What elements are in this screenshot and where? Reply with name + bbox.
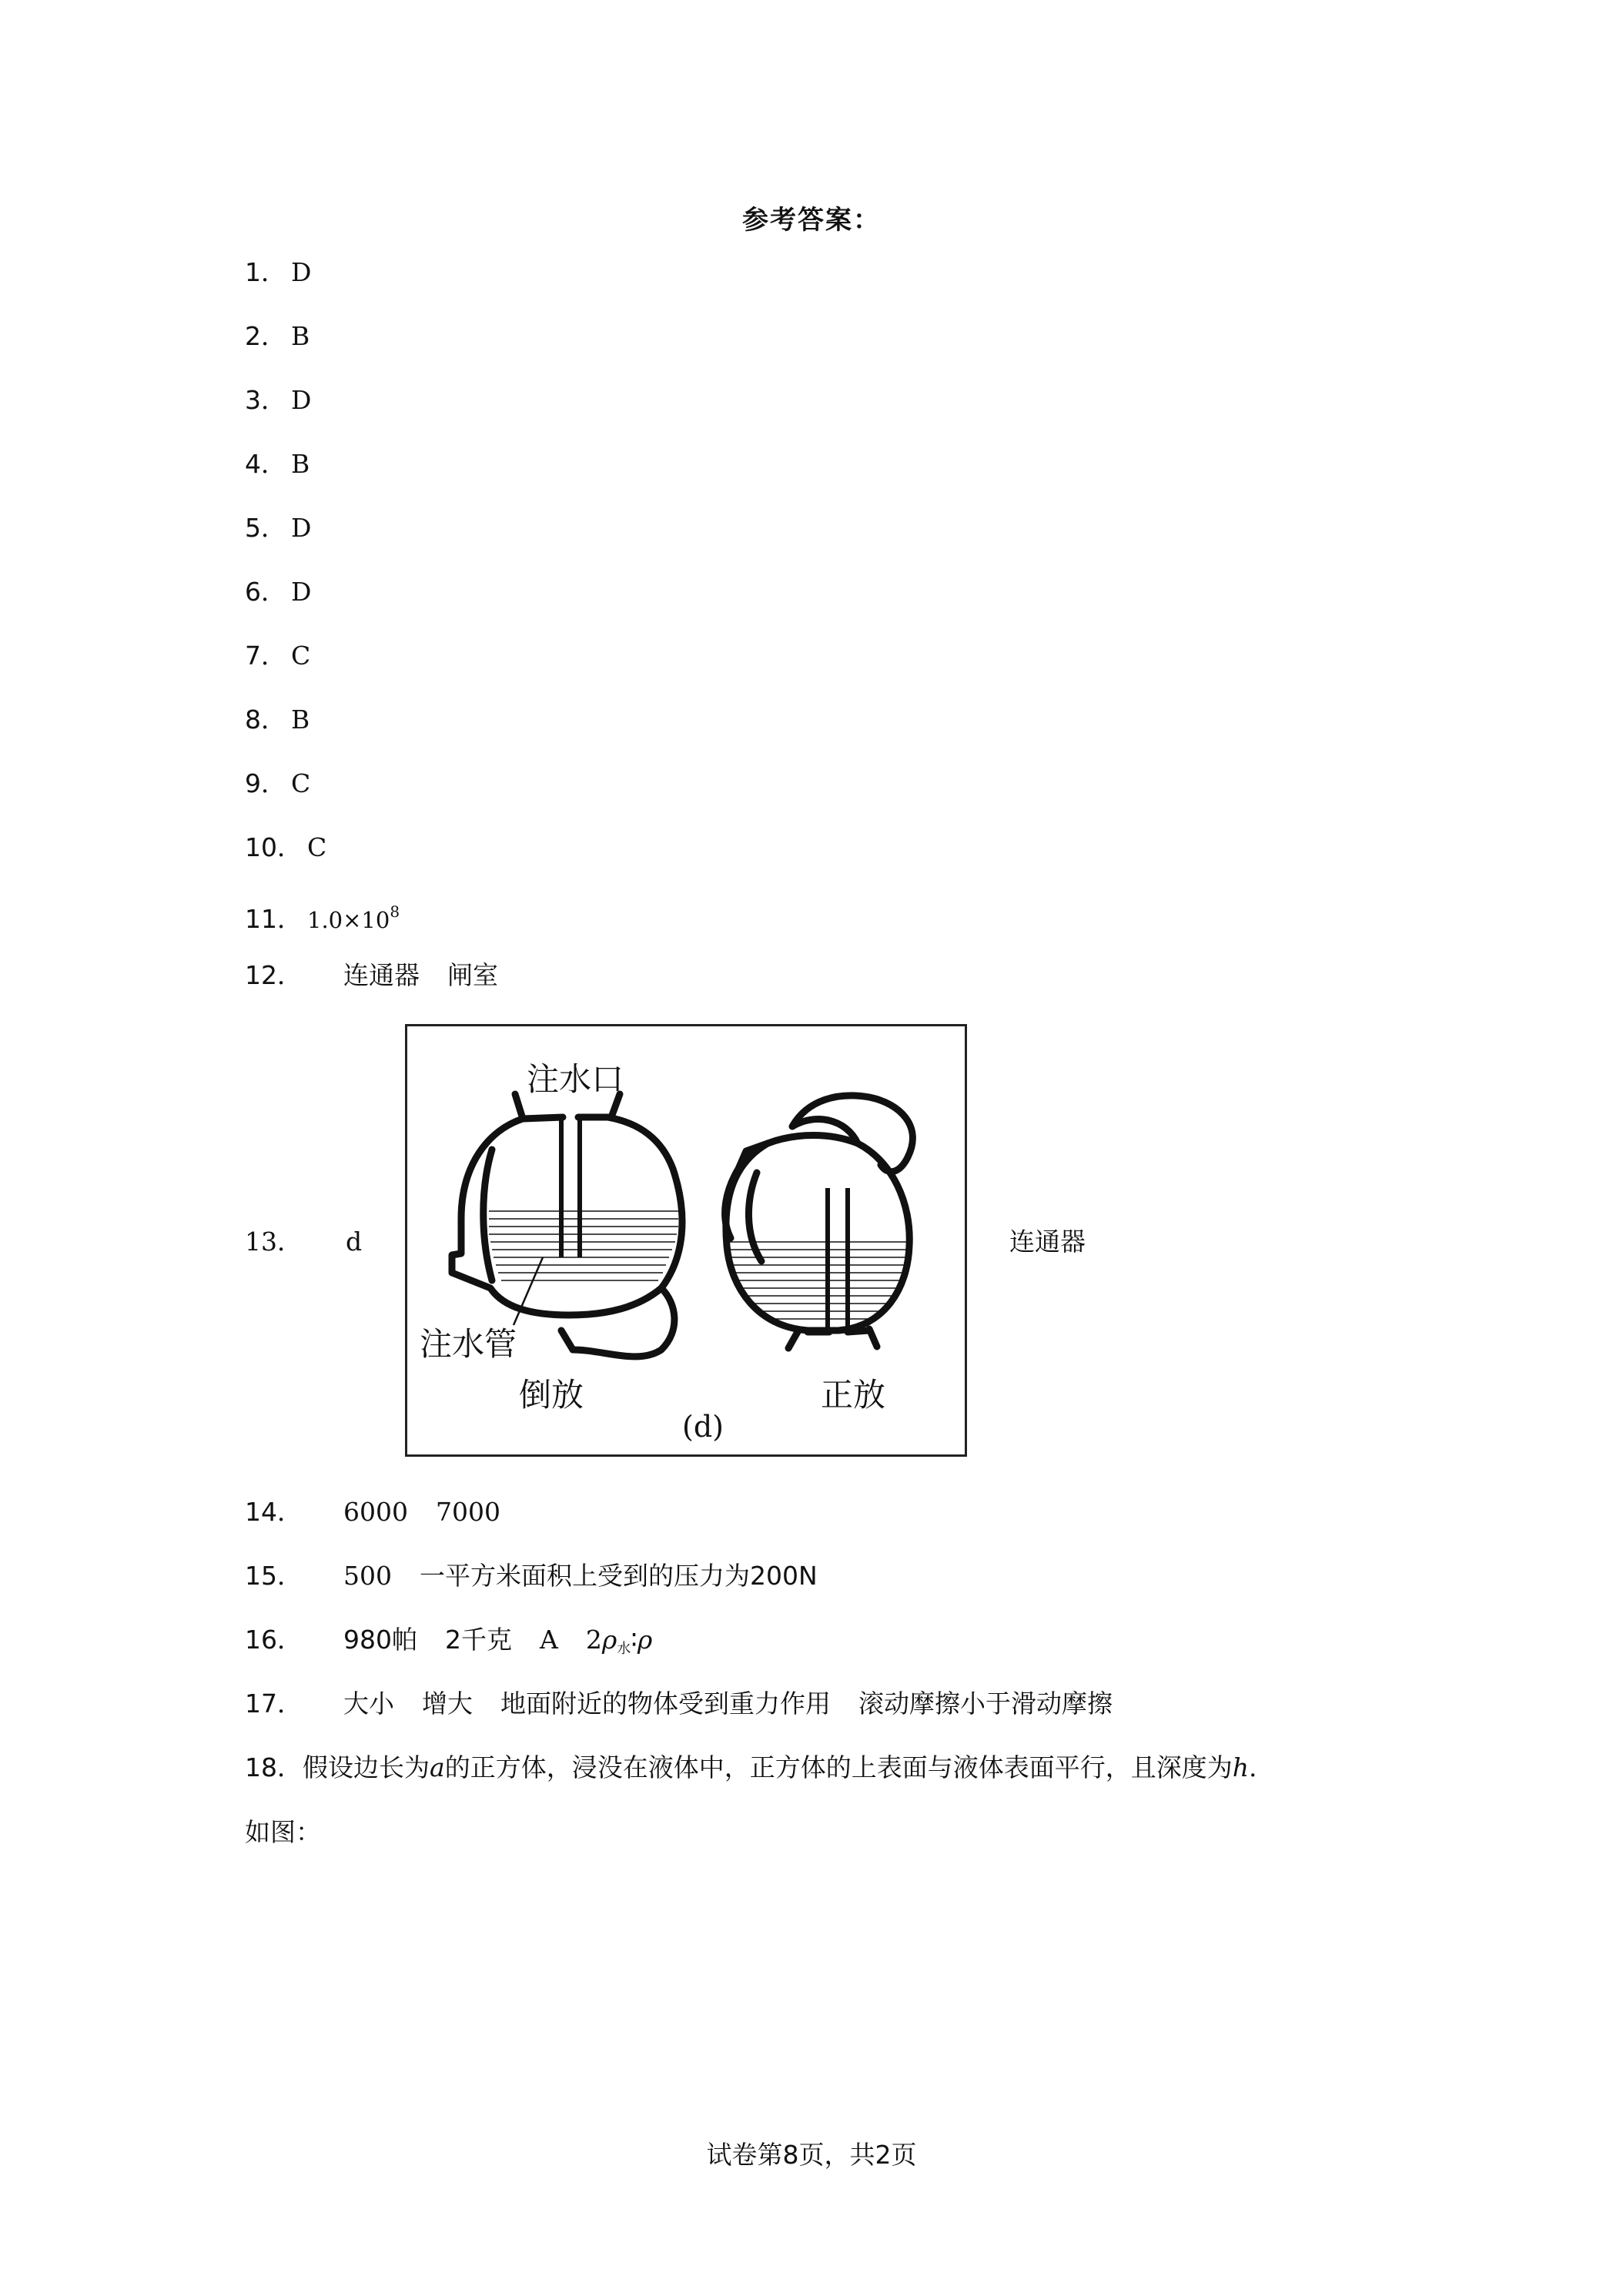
answer-value: D <box>291 385 312 415</box>
answer-value: 6000 <box>343 1497 408 1527</box>
label-inverted: 倒放 <box>519 1376 584 1414</box>
answer-value: A <box>540 1625 558 1655</box>
answer-value: D <box>291 257 312 287</box>
answer-value: B <box>291 321 310 351</box>
answer-text: . <box>1248 1752 1257 1782</box>
answer-10 <box>245 832 326 863</box>
answer-15 <box>245 1561 818 1591</box>
answer-number: 14． <box>245 1497 303 1527</box>
label-upright: 正放 <box>821 1376 886 1414</box>
answer-value: 2 <box>585 1625 602 1655</box>
variable-h: h <box>1232 1752 1249 1782</box>
answer-value: 500 <box>343 1561 392 1591</box>
answer-number: 15． <box>245 1561 303 1591</box>
water-subscript: 水 <box>617 1641 631 1657</box>
answer-text: 的正方体，浸没在液体中，正方体的上表面与液体表面平行，且深度为 <box>444 1752 1233 1782</box>
upright-outlet-right <box>848 1330 869 1332</box>
answer-2 <box>245 321 310 352</box>
answer-13-number: 13． <box>245 1227 303 1257</box>
upright-foot-left <box>788 1330 798 1348</box>
figure-caption: (d) <box>682 1410 724 1444</box>
answer-value: 滚动摩擦小于滑动摩擦 <box>858 1689 1113 1719</box>
answer-number: 9． <box>245 768 286 798</box>
answer-8 <box>245 705 310 735</box>
answer-value: 980帕 <box>343 1625 417 1655</box>
answer-value: B <box>291 449 310 479</box>
answer-number: 7． <box>245 641 286 671</box>
answer-number: 16． <box>245 1625 303 1655</box>
upright-teapot-spout-inner <box>748 1173 761 1261</box>
answer-6 <box>245 577 311 607</box>
answer-value: 2千克 <box>445 1625 512 1655</box>
answer-value: B <box>291 705 310 735</box>
answer-number: 18． <box>245 1752 303 1782</box>
answer-value: C <box>291 768 311 798</box>
answer-value: C <box>307 832 327 862</box>
answer-value: 7000 <box>435 1497 500 1527</box>
answer-12 <box>245 960 498 991</box>
answer-4 <box>245 449 310 480</box>
answer-exponent: 8 <box>390 902 400 921</box>
answer-9 <box>245 768 310 799</box>
inverted-water-lines <box>489 1211 678 1280</box>
answer-value: D <box>291 513 312 543</box>
answer-number: 6． <box>245 577 286 607</box>
answer-1 <box>245 257 311 288</box>
answer-value: 大小 <box>343 1689 394 1719</box>
teapot-figure <box>405 1024 967 1457</box>
answer-number: 12． <box>245 960 303 990</box>
answer-number: 5． <box>245 513 286 543</box>
answer-11 <box>245 896 400 935</box>
answer-number: 2． <box>245 321 286 351</box>
answer-text: 假设边长为 <box>303 1752 430 1782</box>
variable-a: a <box>430 1752 445 1782</box>
answer-number: 1． <box>245 257 286 287</box>
answer-number: 11． <box>245 904 303 934</box>
answer-number: 8． <box>245 705 286 735</box>
page-footer: 试卷第8页，共2页 <box>706 2140 917 2170</box>
answer-value: 连通器 <box>343 960 420 990</box>
answer-7 <box>245 641 310 671</box>
answer-value: C <box>291 641 311 671</box>
ratio-separator: ∶ <box>631 1625 637 1655</box>
inverted-teapot-handle <box>561 1288 674 1357</box>
answer-value: 地面附近的物体受到重力作用 <box>500 1689 831 1719</box>
label-water-inlet: 注水口 <box>527 1060 624 1098</box>
rho-symbol: ρ <box>637 1625 653 1655</box>
answer-17 <box>245 1689 1113 1719</box>
page-title: 参考答案： <box>742 205 881 236</box>
answer-value: D <box>291 577 312 607</box>
answer-16 <box>245 1625 652 1665</box>
answer-value: 一平方米面积上受到的压力为200N <box>420 1561 818 1591</box>
answer-14 <box>245 1497 500 1528</box>
answer-18 <box>245 1752 1257 1783</box>
inverted-teapot-spout <box>484 1150 492 1280</box>
answer-13-value-2: 连通器 <box>1009 1227 1086 1257</box>
answer-5 <box>245 513 311 544</box>
answer-number: 4． <box>245 449 286 479</box>
answer-number: 3． <box>245 385 286 415</box>
rho-symbol: ρ <box>601 1625 617 1655</box>
label-water-pipe: 注水管 <box>420 1325 517 1363</box>
answer-18-line-2: 如图： <box>245 1817 321 1847</box>
answer-value: 增大 <box>422 1689 473 1719</box>
answer-number: 17． <box>245 1689 303 1719</box>
answer-value: 1.0×10 <box>307 907 390 933</box>
answer-value: 闸室 <box>447 960 498 990</box>
answer-number: 10． <box>245 832 303 862</box>
answer-3 <box>245 385 311 416</box>
inverted-inlet-left <box>523 1117 563 1119</box>
answer-13-value: d <box>346 1227 363 1257</box>
inverted-foot-left <box>515 1094 523 1119</box>
